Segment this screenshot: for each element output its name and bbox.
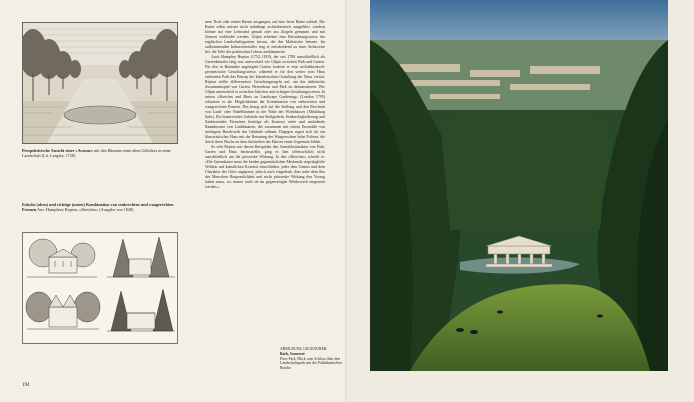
avenue-engraving-art [23,23,177,143]
avenue-engraving [22,22,178,144]
figure-caption-sketches-text: Aus: Humphrey Repton, »Sketches« (Ausgabe von 1840) [37,207,134,213]
figure-caption-sketches-title: Falsche (oben) und richtige (unten) Kombination von senkrechten und waagerechten Formen [22,202,174,213]
figure-caption-avenue-title: Perspektivische Ansicht einer »Avenue« [22,148,93,153]
body-paragraph: Auch Humphry Repton (1752–1818), der seit 1788 ausschließlich als Gartenkünstler tätig war, unterschied wie Gilpin zwischen Park und Garten. Für den in Hausnähe angelegten Garten forderte er eine architektonisch-geometrische Gestaltungsweise, während er für den weiter vom Haus entfernten Park das Prinzip der künstlerischen Gestaltung der Natur vertrat. Repton stellte differenzierte Gestaltungsregeln auf, um das ästhetische Zusammenspiel von Garten, Herrenhaus und Park zu demonstrieren. Wie Gilpin unterschied er zwischen falschen und richtigen Gestaltungsweisen. In seinen »Sketches and Hints on Landscape Gardening« (London 1795) erläuterte er die Möglichkeiten der Kombination von senkrechten und waagerechten Formen. Das bezog sich auf die Stellung und den Beschnitt von Laub- oder Nadelbäumen in der Nähe des Wohnhauses (Abbildung links). Ein hinterreiches Gebäude mit Steilgiebeln, Senkrechtgliederung und flankierenden Türmchen benötige als Kontrast weite und ausladende Baumkronen von Laubbäumen, die zusammen mit einem Ensemble von niedrigem Buschwerk das Gebäude rahmen. Dagegen sogen sich für ein klassizistisches Haus mit der Betonung der Waagerechten hohe Fichten, die durch ihren Wuchs zu dem Aufstreben des Hauses einen Gegensatz bilden. [205,55,325,144]
right-page [347,0,694,402]
repton-sketches-art [23,233,177,343]
landscape-photo [370,0,668,371]
page-number: 194 [22,383,30,388]
body-paragraph: nem Tisch oder einem Bassin ausgangen, auf eine ferne Ruine zuläuft. Die Ruine selbst müsste nicht unbedingt architektonisch ausgeführt, sondern könnte auf eine Leinwand gemalt oder aus Ziegeln gemauert und mit Zement verkleidet werden. Gilpin arbeitete eine Betrachtungsweise des englischen Landschaftsgartens heraus, die das Malerische betonte. Im aufkommenden Industriezeitalter trug er entscheidend zu einer Sichtweise bei, die Teile des praktischen Lebens ausklammerte. [205,20,325,54]
repton-sketches-illustration [22,232,178,344]
figure-caption-sketches [22,202,182,212]
prior-park-photo-art [370,0,668,371]
photo-caption-label: ABBILDUNG GEGENÜBER: [280,347,328,351]
photo-caption-title: Bath, Somerset [280,351,305,356]
body-paragraph: So sehr Repton mit diesen Beispielen den Gemäldecharakter von Park, Garten und Haus herausstellte, ging es ihm offensichtlich nicht ausschließlich um die pittoreske Wirkung. In den »Sketches« schrieb er: »Die Gartenkunst muss die beiden gegensätzlichen Merkmale ursprüngliche Wildnis und künstlichen Komfort einschließen, jedes dem Genius und dem Charakter des Ortes angepasst; jedoch auch eingedenk, dass nahe dem Sitz des Menschen Bequemlichkeit und nicht pittoreske Wirkung den Vorzug haben muss, wo immer auch sie im gegenseitigen Wettbewerb eingesetzt werden.« [205,145,325,189]
figure-caption-avenue [22,148,182,158]
body-text-column [205,20,325,340]
figure-caption-avenue-text: mit den Bäumen eines alten Gehölzes in einer Landschaft (Lit. Langley, 1728) [22,148,171,159]
photo-caption-text: Prior Park, Blick vom Schloss über den Landschaftspark mit der Palladianischen Brücke [280,356,342,371]
photo-caption [280,347,350,371]
